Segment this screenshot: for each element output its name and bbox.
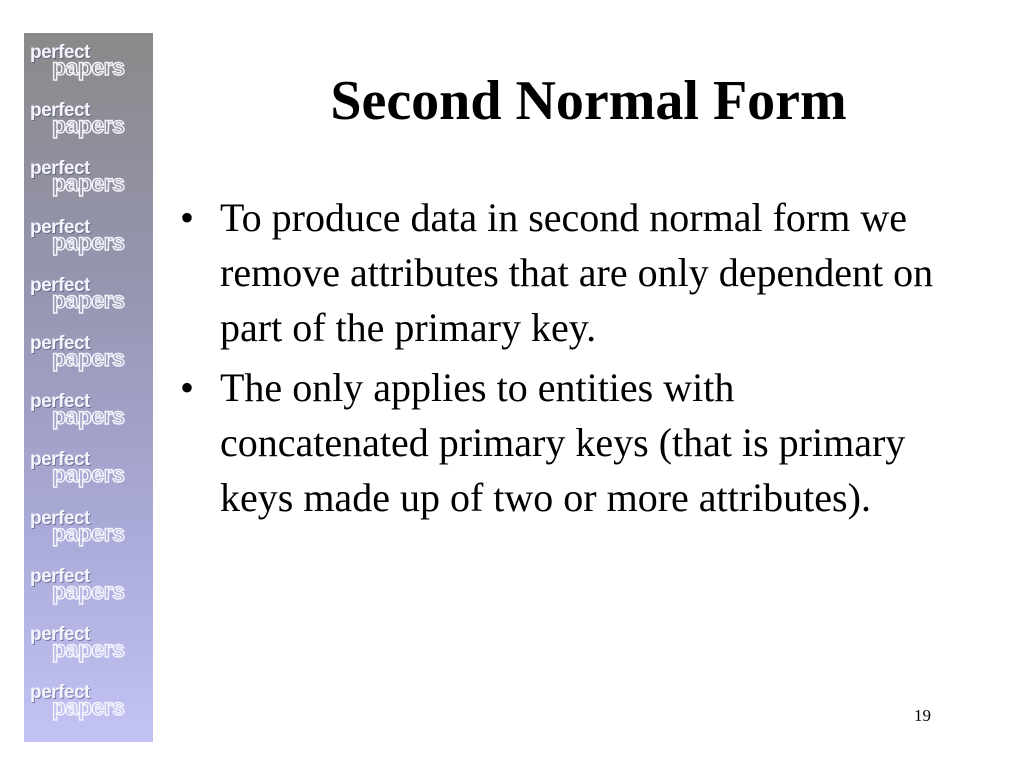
bullet-marker: • (180, 195, 195, 240)
logo-word-papers: papers (52, 694, 125, 721)
logo-word-papers: papers (52, 170, 125, 197)
perfect-papers-logo (30, 392, 148, 436)
perfect-papers-logo (30, 683, 148, 727)
bullet-item (178, 190, 938, 355)
logo-word-papers: papers (52, 112, 125, 139)
logo-word-papers: papers (52, 461, 125, 488)
perfect-papers-logo (30, 159, 148, 203)
logo-word-perfect: perfect (30, 100, 90, 122)
slide-title: Second Normal Form (330, 70, 847, 132)
logo-word-papers: papers (52, 519, 125, 546)
perfect-papers-logo (30, 101, 148, 145)
perfect-papers-logo (30, 625, 148, 669)
logo-word-perfect: perfect (30, 158, 90, 180)
perfect-papers-logo (30, 276, 148, 320)
perfect-papers-logo (30, 567, 148, 611)
page-number: 19 (914, 706, 931, 725)
logo-word-papers: papers (52, 286, 125, 313)
logo-word-papers: papers (52, 403, 125, 430)
logo-word-perfect: perfect (30, 449, 90, 471)
logo-word-perfect: perfect (30, 274, 90, 296)
logo-word-perfect: perfect (30, 42, 90, 63)
bullet-text: To produce data in second normal form we remove attributes that are only dependent on part of the primary key. (220, 195, 934, 350)
perfect-papers-logo (30, 450, 148, 494)
logo-word-papers: papers (52, 345, 125, 371)
sidebar-logo-strip (24, 33, 153, 742)
logo-word-perfect: perfect (30, 333, 90, 354)
perfect-papers-logo (30, 334, 148, 378)
bullet-text: The only applies to entities with concatenated primary keys (that is primary keys made up of two or more attributes). (220, 365, 906, 520)
logo-word-perfect: perfect (30, 216, 90, 238)
logo-word-perfect: perfect (30, 391, 90, 413)
logo-word-papers: papers (52, 636, 125, 662)
logo-word-perfect: perfect (30, 565, 90, 587)
logo-word-perfect: perfect (30, 507, 90, 529)
perfect-papers-logo (30, 218, 148, 262)
logo-word-perfect: perfect (30, 624, 90, 645)
logo-word-papers: papers (52, 54, 125, 80)
perfect-papers-logo (30, 509, 148, 553)
logo-word-perfect: perfect (30, 682, 90, 704)
perfect-papers-logo (30, 43, 148, 87)
bullet-list (178, 190, 938, 530)
bullet-marker: • (180, 365, 195, 410)
bullet-item (178, 360, 938, 525)
logo-word-papers: papers (52, 577, 125, 604)
logo-word-papers: papers (52, 228, 125, 255)
